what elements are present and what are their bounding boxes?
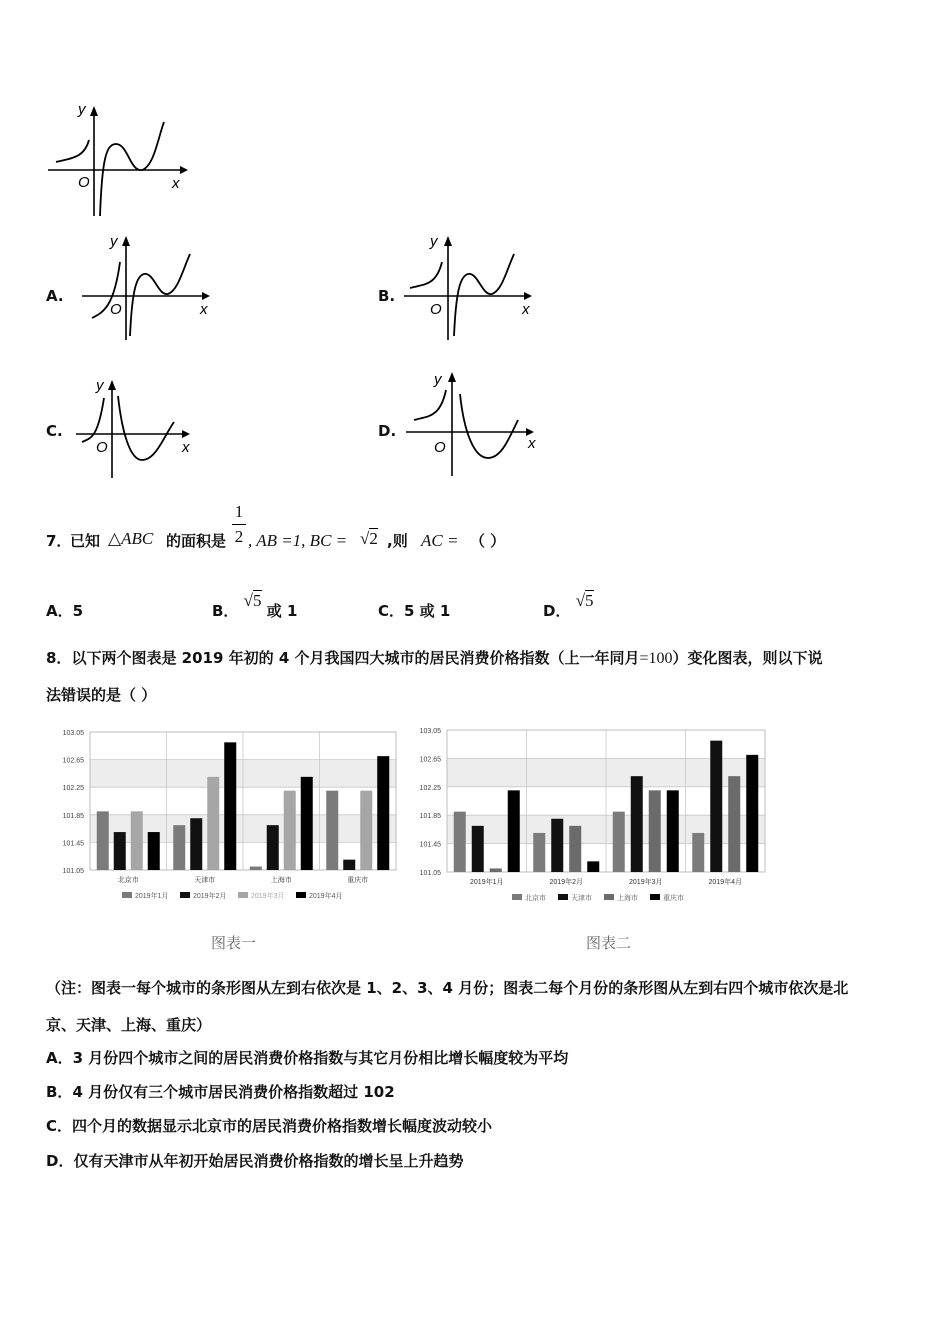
q8-option-b-label: B． bbox=[46, 1083, 73, 1101]
q8-text-1: 以下两个图表是 2019 年初的 4 个月我国四大城市的居民消费价格指数（上一年同月 bbox=[71, 649, 640, 667]
q6-option-b-graph[interactable] bbox=[400, 232, 540, 342]
chart-2-bar bbox=[710, 741, 722, 872]
chart-1-bar bbox=[114, 832, 126, 870]
q7-option-c[interactable] bbox=[378, 600, 450, 621]
q6-a-y-label: y bbox=[110, 233, 118, 250]
chart-1-legend-label: 2019年1月 bbox=[135, 893, 169, 900]
chart-2-bar bbox=[587, 861, 599, 872]
q6-b-y-label: y bbox=[430, 233, 438, 250]
chart-2-ytick-label: 101.85 bbox=[419, 813, 441, 821]
chart-2-bar bbox=[649, 790, 661, 872]
q7-option-c-label: C． bbox=[378, 602, 405, 620]
q7-option-b-radicand: 5 bbox=[253, 591, 262, 610]
chart-2-category-label: 2019年1月 bbox=[470, 879, 504, 886]
chart-1-bar bbox=[250, 867, 262, 870]
chart-1 bbox=[50, 722, 400, 907]
q7-option-a-label: A． bbox=[46, 602, 73, 620]
chart-1-bar bbox=[97, 811, 109, 870]
chart-1-category-label: 重庆市 bbox=[347, 877, 369, 884]
chart-2-bar bbox=[533, 833, 545, 872]
q8-option-c-text: 四个月的数据显示北京市的居民消费价格指数增长幅度波动较小 bbox=[72, 1117, 493, 1135]
chart-1-bar bbox=[173, 825, 185, 870]
q6-option-d-graph[interactable] bbox=[402, 368, 547, 480]
chart-2-bar bbox=[692, 833, 704, 872]
q7-option-c-value: 5 或 1 bbox=[404, 602, 451, 620]
q7-option-b-label: B． bbox=[212, 602, 239, 620]
q8-option-a-text: 3 月份四个城市之间的居民消费价格指数与其它月份相比增长幅度较为平均 bbox=[72, 1049, 569, 1067]
q8-option-c-label: C． bbox=[46, 1117, 73, 1135]
chart-1-legend-swatch bbox=[180, 892, 190, 898]
q7-fraction bbox=[232, 502, 246, 547]
q7-number: 7． bbox=[46, 532, 72, 550]
q8-number: 8． bbox=[46, 649, 72, 667]
q6-stem-graph bbox=[42, 100, 192, 220]
q6-stem-y-label: y bbox=[78, 101, 86, 118]
chart-2-ytick-label: 101.45 bbox=[419, 841, 441, 849]
q7-fraction-den: 2 bbox=[234, 527, 244, 546]
chart-1-legend-swatch bbox=[238, 892, 248, 898]
q6-c-x-label: x bbox=[182, 439, 190, 456]
chart-2-legend-swatch bbox=[512, 894, 522, 900]
q8-option-a[interactable] bbox=[46, 1047, 568, 1068]
chart-1-category-label: 天津市 bbox=[194, 877, 216, 884]
q7-fraction-num: 1 bbox=[234, 502, 244, 521]
chart-2-bar bbox=[569, 826, 581, 872]
q6-d-o-label: O bbox=[434, 439, 446, 456]
chart-1-caption: 图表一 bbox=[211, 936, 257, 952]
chart-1-category-label: 北京市 bbox=[117, 877, 139, 884]
chart-1-bar bbox=[207, 777, 219, 870]
chart-2-legend-swatch bbox=[558, 894, 568, 900]
chart-2-bar bbox=[667, 790, 679, 872]
q6-stem-x-label: x bbox=[172, 175, 180, 192]
q8-option-d[interactable] bbox=[46, 1150, 463, 1171]
chart-2-bar bbox=[551, 819, 563, 872]
q7-text-3: ,则 bbox=[387, 532, 408, 550]
q8-option-c[interactable] bbox=[46, 1115, 492, 1136]
q6-a-o-label: O bbox=[110, 301, 122, 318]
q7-stem bbox=[46, 502, 746, 558]
q6-option-c-graph[interactable] bbox=[72, 372, 202, 482]
q7-option-d[interactable] bbox=[543, 591, 594, 621]
chart-1-ytick-label: 101.85 bbox=[62, 812, 84, 820]
q8-note-line-2: 京、天津、上海、重庆） bbox=[46, 1016, 212, 1034]
q6-a-x-label: x bbox=[200, 301, 208, 318]
q7-paren: （ ） bbox=[470, 532, 506, 550]
chart-2-legend-label: 北京市 bbox=[525, 895, 546, 902]
chart-1-bar bbox=[284, 791, 296, 870]
chart-2-bar bbox=[490, 868, 502, 872]
q7-option-d-sqrt: √5 bbox=[575, 591, 594, 610]
chart-1-legend-label: 2019年3月 bbox=[251, 893, 285, 900]
chart-2-bar bbox=[508, 790, 520, 872]
chart-2 bbox=[414, 722, 774, 910]
q7-sqrt2-radicand: 2 bbox=[369, 529, 378, 548]
q7-text-1: 已知 bbox=[70, 532, 101, 550]
chart-1-bar bbox=[267, 825, 279, 870]
chart-1-legend-label: 2019年2月 bbox=[193, 893, 227, 900]
q8-note-line-1: （注：图表一每个城市的条形图从左到右依次是 1、2、3、4 月份；图表二每个月份的条形图从左到右四个城市依次是北 bbox=[46, 979, 849, 997]
q7-option-d-label: D． bbox=[543, 602, 571, 620]
q6-option-c-label[interactable]: C. bbox=[46, 422, 63, 440]
q7-option-b[interactable] bbox=[212, 591, 298, 621]
q7-triangle: △ABC bbox=[108, 529, 154, 548]
chart-2-category-label: 2019年4月 bbox=[708, 879, 742, 886]
chart-1-ytick-label: 102.65 bbox=[62, 757, 84, 765]
q6-c-o-label: O bbox=[96, 439, 108, 456]
chart-1-bar bbox=[301, 777, 313, 870]
q6-stem-o-label: O bbox=[78, 174, 90, 191]
chart-2-legend-label: 上海市 bbox=[617, 895, 638, 902]
chart-2-bar bbox=[746, 755, 758, 872]
chart-1-bar bbox=[190, 818, 202, 870]
chart-2-category-label: 2019年3月 bbox=[629, 879, 663, 886]
chart-2-ytick-label: 102.25 bbox=[419, 784, 441, 792]
q8-option-d-text: 仅有天津市从年初开始居民消费价格指数的增长呈上升趋势 bbox=[73, 1152, 464, 1170]
chart-1-category-label: 上海市 bbox=[270, 877, 292, 884]
chart-1-legend-swatch bbox=[122, 892, 132, 898]
chart-1-ytick-label: 102.25 bbox=[62, 785, 84, 793]
chart-1-bar bbox=[377, 756, 389, 870]
q6-option-b-label[interactable]: B. bbox=[378, 287, 396, 305]
chart-2-caption: 图表二 bbox=[586, 936, 632, 952]
q7-text-2: 的面积是 bbox=[166, 532, 227, 550]
q7-option-b-sqrt: √5 bbox=[243, 591, 262, 610]
chart-2-bar bbox=[454, 812, 466, 872]
chart-1-bar bbox=[360, 791, 372, 870]
chart-2-ytick-label: 102.65 bbox=[419, 756, 441, 764]
q6-d-y-label: y bbox=[434, 371, 442, 388]
q6-d-x-label: x bbox=[528, 435, 536, 452]
chart-1-ytick-label: 103.05 bbox=[62, 730, 84, 737]
chart-1-ytick-label: 101.05 bbox=[62, 868, 84, 875]
q8-option-b[interactable] bbox=[46, 1081, 395, 1102]
q7-ab-bc: , AB =1, BC = bbox=[248, 531, 348, 550]
chart-2-bar bbox=[631, 776, 643, 872]
q6-option-a-graph[interactable] bbox=[78, 232, 218, 342]
chart-2-legend-label: 重庆市 bbox=[663, 895, 684, 902]
chart-1-ytick-label: 101.45 bbox=[62, 840, 84, 848]
chart-1-legend-label: 2019年4月 bbox=[309, 893, 343, 900]
q7-fraction-bar bbox=[232, 524, 246, 525]
chart-2-legend-swatch bbox=[604, 894, 614, 900]
q6-b-o-label: O bbox=[430, 301, 442, 318]
chart-2-ytick-label: 101.05 bbox=[419, 870, 441, 877]
chart-2-legend-label: 天津市 bbox=[571, 895, 592, 902]
q8-text-2: ）变化图表，则以下说 bbox=[672, 649, 823, 667]
q8-stem-line-2: 法错误的是（ ） bbox=[46, 686, 157, 704]
q8-option-a-label: A． bbox=[46, 1049, 73, 1067]
q8-stem-line-1 bbox=[46, 647, 823, 668]
q6-option-d-label[interactable]: D. bbox=[378, 422, 397, 440]
chart-1-bar bbox=[224, 742, 236, 870]
q6-option-a-label[interactable]: A. bbox=[46, 287, 64, 305]
chart-1-legend-swatch bbox=[296, 892, 306, 898]
q7-option-a[interactable] bbox=[46, 600, 83, 621]
chart-1-bar bbox=[148, 832, 160, 870]
chart-2-legend-swatch bbox=[650, 894, 660, 900]
chart-2-bar bbox=[472, 826, 484, 872]
q8-option-b-text: 4 月份仅有三个城市居民消费价格指数超过 102 bbox=[72, 1083, 395, 1101]
q6-c-y-label: y bbox=[96, 377, 104, 394]
q8-math-eq: =100 bbox=[639, 650, 673, 667]
chart-2-category-label: 2019年2月 bbox=[549, 879, 583, 886]
chart-2-bar bbox=[728, 776, 740, 872]
chart-2-ytick-label: 103.05 bbox=[419, 728, 441, 735]
q7-option-a-value: 5 bbox=[72, 602, 84, 620]
q7-ac: AC = bbox=[421, 531, 459, 550]
chart-2-bar bbox=[613, 812, 625, 872]
q6-b-x-label: x bbox=[522, 301, 530, 318]
chart-1-bar bbox=[131, 811, 143, 870]
q7-sqrt2: √2 bbox=[360, 529, 378, 548]
q7-option-d-radicand: 5 bbox=[585, 591, 594, 610]
chart-1-bar bbox=[343, 860, 355, 870]
chart-1-bar bbox=[326, 791, 338, 870]
q8-option-d-label: D． bbox=[46, 1152, 74, 1170]
q7-option-b-suffix: 或 1 bbox=[266, 602, 298, 620]
